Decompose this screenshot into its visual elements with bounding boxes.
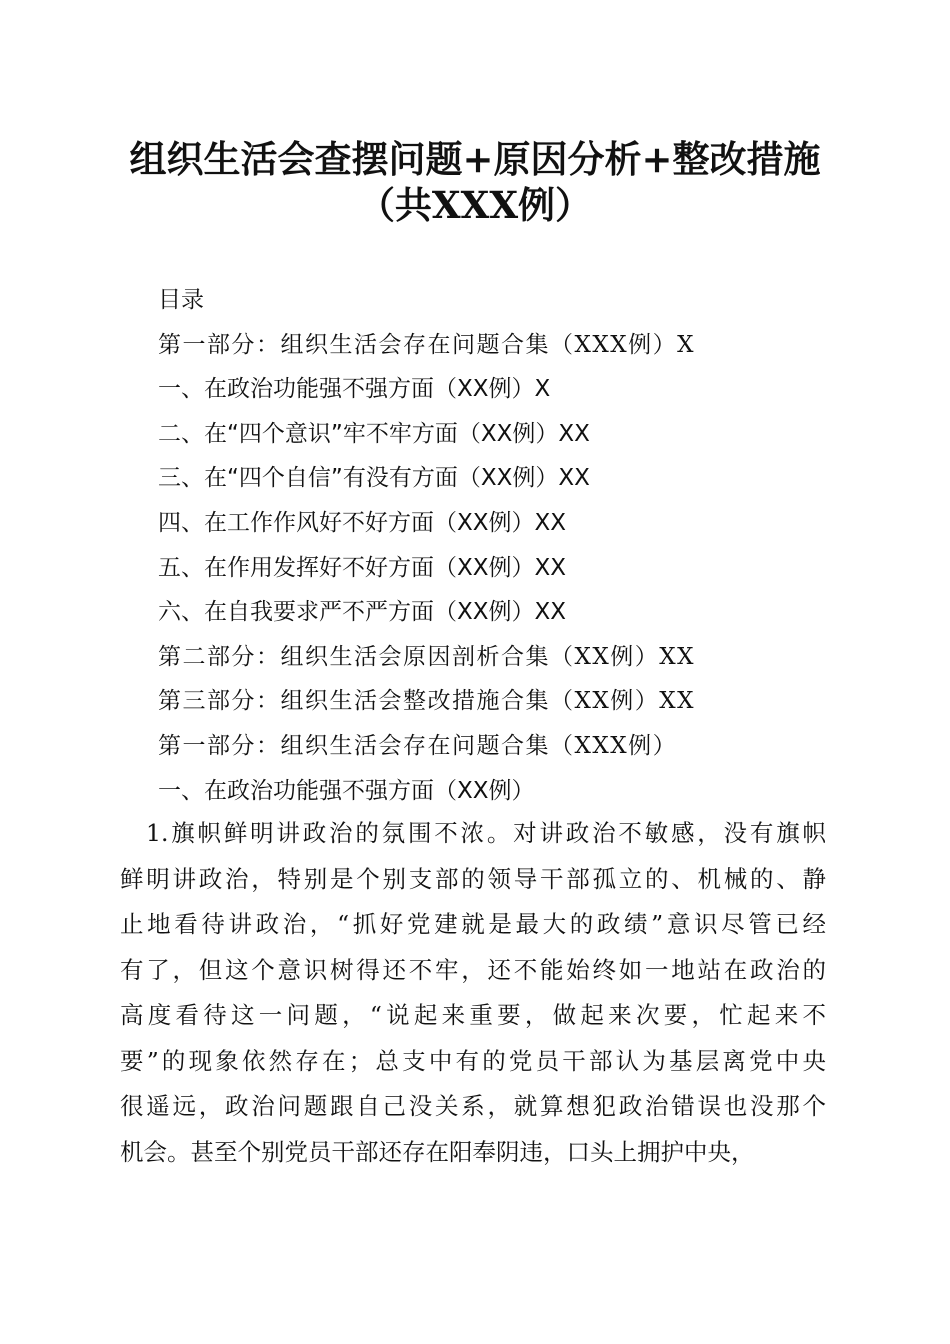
toc-item-section-1: 一、在政治功能强不强方面（XX例）X bbox=[158, 376, 551, 403]
paragraph-line: 很遥远，政治问题跟自己没关系，就算想犯政治错误也没那个 bbox=[120, 1092, 826, 1120]
paragraph-line: 高度看待这一问题，“说起来重要，做起来次要，忙起来不 bbox=[120, 1001, 826, 1029]
table-of-contents bbox=[158, 278, 858, 813]
paragraph-line: 鲜明讲政治，特别是个别支部的领导干部孤立的、机械的、静 bbox=[120, 864, 826, 893]
toc-item-part-3: 第三部分：组织生活会整改措施合集（XX例）XX bbox=[158, 688, 695, 715]
toc-item-section-3: 三、在“四个自信”有没有方面（XX例）XX bbox=[158, 465, 590, 492]
toc-item-section-6: 六、在自我要求严不严方面（XX例）XX bbox=[158, 599, 567, 626]
toc-item-part-2: 第二部分：组织生活会原因剖析合集（XX例）XX bbox=[158, 643, 695, 670]
section-heading: 一、在政治功能强不强方面（XX例） bbox=[158, 777, 535, 804]
part-heading: 第一部分：组织生活会存在问题合集（XXX例） bbox=[158, 732, 678, 759]
paragraph-line: 机会。甚至个别党员干部还存在阳奉阴违，口头上拥护中央， bbox=[120, 1137, 755, 1166]
toc-item-section-2: 二、在“四个意识”牢不牢方面（XX例）XX bbox=[158, 420, 590, 447]
toc-heading: 目录 bbox=[158, 287, 204, 313]
paragraph-line: 要”的现象依然存在；总支中有的党员干部认为基层离党中央 bbox=[120, 1046, 826, 1075]
toc-item-section-4: 四、在工作作风好不好方面（XX例）XX bbox=[158, 509, 567, 536]
body-paragraph bbox=[120, 811, 826, 1175]
paragraph-line: 止地看待讲政治，“抓好党建就是最大的政绩”意识尽管已经 bbox=[120, 910, 826, 938]
toc-item-section-5: 五、在作用发挥好不好方面（XX例）XX bbox=[158, 554, 567, 581]
paragraph-line: 1.旗帜鲜明讲政治的氛围不浓。对讲政治不敏感，没有旗帜 bbox=[146, 819, 826, 847]
toc-item-part-1: 第一部分：组织生活会存在问题合集（XXX例）X bbox=[158, 331, 695, 358]
paragraph-line: 有了，但这个意识树得还不牢，还不能始终如一地站在政治的 bbox=[120, 955, 826, 984]
document-subtitle: （共XXX例） bbox=[357, 183, 593, 227]
document-title: 组织生活会查摆问题+原因分析+整改措施 bbox=[129, 137, 821, 181]
